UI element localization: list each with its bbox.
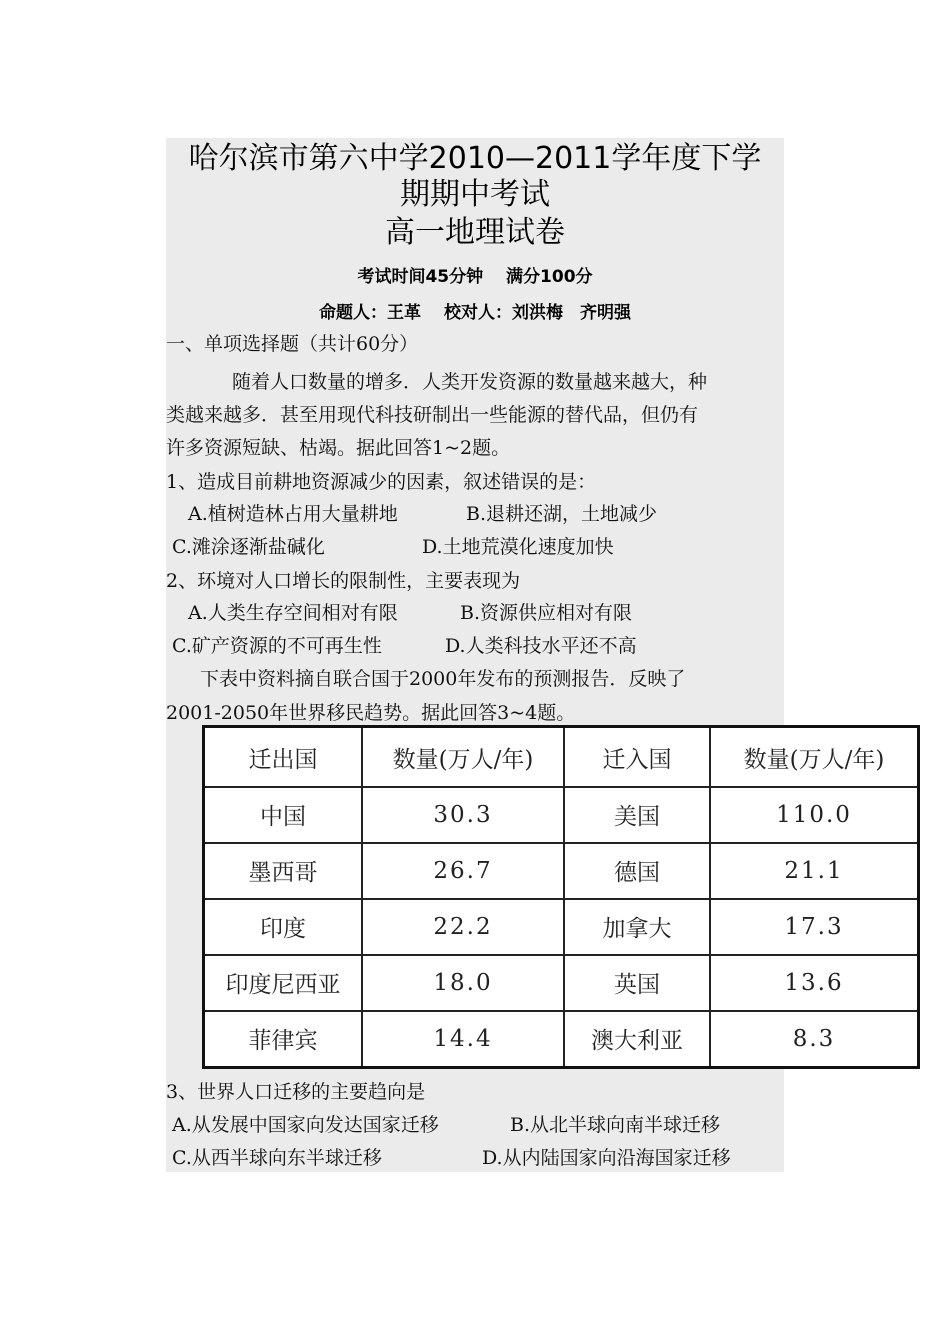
destination-country-cell: 德国: [564, 843, 710, 899]
question-1-option-c: C.滩涂逐渐盐碱化: [172, 536, 325, 558]
intro-line-3: 许多资源短缺、枯竭。据此回答1~2题。: [166, 437, 511, 459]
destination-country-cell: 加拿大: [564, 899, 710, 955]
origin-amount-cell: 18.0: [362, 955, 564, 1011]
question-2-option-d: D.人类科技水平还不高: [445, 635, 637, 657]
question-3-option-a: A.从发展中国家向发达国家迁移: [172, 1114, 439, 1136]
destination-amount-cell: 8.3: [710, 1011, 919, 1068]
destination-amount-cell: 110.0: [710, 787, 919, 843]
header-cell-destination-amount: 数量(万人/年): [710, 727, 919, 788]
question-3-option-c: C.从西半球向东半球迁移: [172, 1147, 382, 1169]
destination-amount-cell: 21.1: [710, 843, 919, 899]
migration-table: [202, 725, 920, 1069]
origin-country-cell: 菲律宾: [204, 1011, 363, 1068]
origin-country-cell: 印度: [204, 899, 363, 955]
origin-amount-cell: 14.4: [362, 1011, 564, 1068]
table-row: [204, 787, 919, 843]
table-intro-line-2: 2001-2050年世界移民趋势。据此回答3~4题。: [166, 702, 576, 724]
question-3-option-d: D.从内陆国家向沿海国家迁移: [482, 1147, 731, 1169]
question-1-stem: 1、造成目前耕地资源减少的因素，叙述错误的是：: [166, 471, 597, 493]
exam-title-line-2: 期期中考试: [400, 177, 550, 212]
header-cell-origin-country: 迁出国: [204, 727, 363, 788]
question-3-stem: 3、世界人口迁移的主要趋向是: [166, 1081, 426, 1103]
question-2-option-c: C.矿产资源的不可再生性: [172, 635, 382, 657]
question-2-option-a: A.人类生存空间相对有限: [188, 602, 398, 624]
table-row: [204, 955, 919, 1011]
header-cell-origin-amount: 数量(万人/年): [362, 727, 564, 788]
table-intro-line-1: 下表中资料摘自联合国于2000年发布的预测报告．反映了: [200, 668, 686, 690]
destination-country-cell: 英国: [564, 955, 710, 1011]
table-row: [204, 899, 919, 955]
question-2-option-b: B.资源供应相对有限: [460, 602, 633, 624]
exam-title-line-3: 高一地理试卷: [385, 215, 565, 250]
question-3-option-b: B.从北半球向南半球迁移: [510, 1114, 721, 1136]
origin-country-cell: 墨西哥: [204, 843, 363, 899]
destination-country-cell: 美国: [564, 787, 710, 843]
table-row: [204, 843, 919, 899]
exam-info: 考试时间45分钟 满分100分: [357, 267, 593, 287]
table-header-row: [204, 727, 919, 788]
origin-amount-cell: 22.2: [362, 899, 564, 955]
origin-amount-cell: 26.7: [362, 843, 564, 899]
origin-country-cell: 中国: [204, 787, 363, 843]
header-cell-destination-country: 迁入国: [564, 727, 710, 788]
question-1-option-d: D.土地荒漠化速度加快: [422, 536, 614, 558]
question-1-option-b: B.退耕还湖，土地减少: [466, 503, 658, 525]
section-heading: 一、单项选择题（共计60分）: [166, 333, 419, 355]
question-2-stem: 2、环境对人口增长的限制性，主要表现为: [166, 570, 521, 592]
intro-line-2: 类越来越多．甚至用现代科技研制出一些能源的替代品，但仍有: [166, 404, 699, 426]
destination-country-cell: 澳大利亚: [564, 1011, 710, 1068]
origin-country-cell: 印度尼西亚: [204, 955, 363, 1011]
origin-amount-cell: 30.3: [362, 787, 564, 843]
exam-authors: 命题人：王革 校对人：刘洪梅 齐明强: [319, 303, 631, 323]
exam-title-line-1: 哈尔滨市第六中学2010—2011学年度下学: [188, 141, 762, 176]
intro-line-1: 随着人口数量的增多．人类开发资源的数量越来越大，种: [232, 371, 708, 393]
question-1-option-a: A.植树造林占用大量耕地: [188, 503, 398, 525]
table-row: [204, 1011, 919, 1068]
destination-amount-cell: 17.3: [710, 899, 919, 955]
destination-amount-cell: 13.6: [710, 955, 919, 1011]
